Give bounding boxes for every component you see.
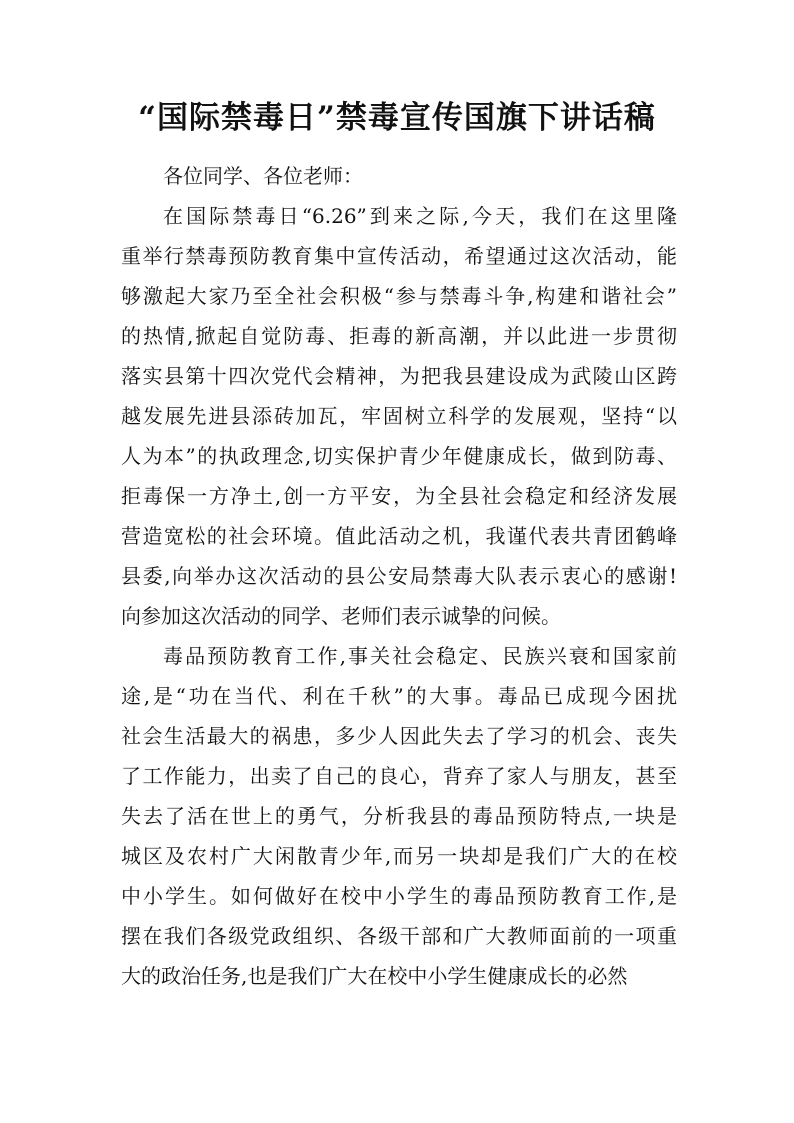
text-line: 失去了活在世上的勇气，分析我县的毒品预防特点,一块是 — [121, 804, 677, 828]
text-line: 中小学生。如何做好在校中小学生的毒品预防教育工作,是 — [121, 884, 677, 908]
text-line: 够激起大家乃至全社会积极“参与禁毒斗争,构建和谐社会” — [121, 284, 677, 308]
salutation: 各位同学、各位老师： — [163, 164, 363, 188]
text-line: 拒毒保一方净土,创一方平安，为全县社会稳定和经济发展 — [121, 484, 677, 508]
text-line: 了工作能力，出卖了自己的良心，背弃了家人与朋友，甚至 — [121, 764, 677, 788]
text-line: 社会生活最大的祸患，多少人因此失去了学习的机会、丧失 — [121, 724, 677, 748]
text-line: 越发展先进县添砖加瓦，牢固树立科学的发展观，坚持“以 — [121, 404, 677, 428]
document-body — [121, 196, 677, 996]
text-line: 营造宽松的社会环境。值此活动之机，我谨代表共青团鹤峰 — [121, 524, 677, 548]
text-line: 向参加这次活动的同学、老师们表示诚挚的问候。 — [121, 604, 561, 628]
text-line: 落实县第十四次党代会精神，为把我县建设成为武陵山区跨 — [121, 364, 677, 388]
paragraph-1 — [121, 196, 677, 636]
text-line: 毒品预防教育工作,事关社会稳定、民族兴衰和国家前 — [163, 644, 677, 668]
text-line: 大的政治任务,也是我们广大在校中小学生健康成长的必然 — [121, 964, 628, 988]
text-line: 在国际禁毒日“6.26”到来之际,今天，我们在这里隆 — [163, 204, 677, 228]
text-line: 途,是“功在当代、利在千秋”的大事。毒品已成现今困扰 — [121, 684, 677, 708]
text-line: 的热情,掀起自觉防毒、拒毒的新高潮，并以此进一步贯彻 — [121, 324, 677, 348]
text-line: 摆在我们各级党政组织、各级干部和广大教师面前的一项重 — [121, 924, 677, 948]
document-title: “国际禁毒日”禁毒宣传国旗下讲话稿 — [138, 100, 656, 136]
text-line: 人为本”的执政理念,切实保护青少年健康成长，做到防毒、 — [121, 444, 677, 468]
paragraph-2 — [121, 636, 677, 996]
text-line: 城区及农村广大闲散青少年,而另一块却是我们广大的在校 — [121, 844, 677, 868]
text-line: 县委,向举办这次活动的县公安局禁毒大队表示衷心的感谢! — [121, 564, 677, 588]
text-line: 重举行禁毒预防教育集中宣传活动，希望通过这次活动，能 — [121, 244, 677, 268]
